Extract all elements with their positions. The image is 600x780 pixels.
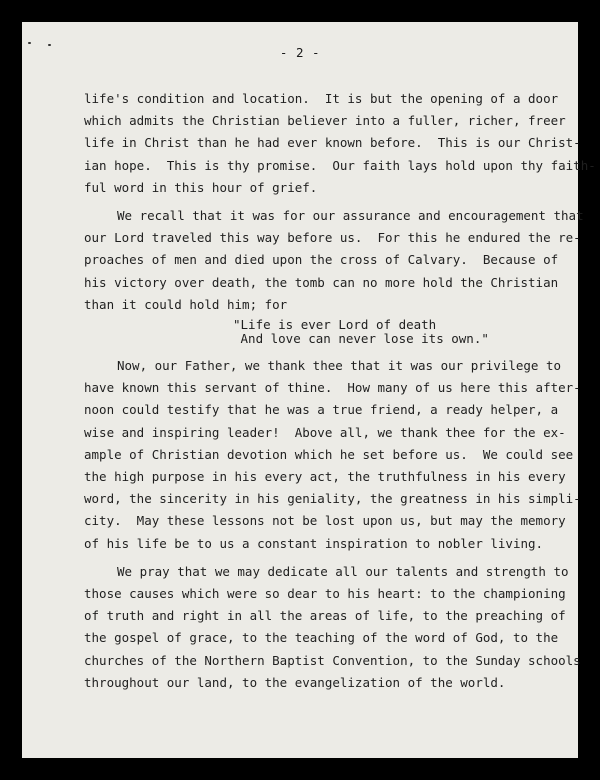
- text-line: ful word in this hour of grief.: [84, 179, 318, 195]
- text-line: of truth and right in all the areas of life, to the preaching of: [84, 608, 566, 624]
- text-line: the gospel of grace, to the teaching of the word of God, to the: [84, 630, 559, 646]
- text-line: his victory over death, the tomb can no more hold the Christian: [84, 274, 559, 290]
- text-line: city. May these lessons not be lost upon us, but may the memory: [84, 513, 566, 529]
- paragraph-2: [84, 205, 584, 316]
- text-line: wise and inspiring leader! Above all, we thank thee for the ex-: [84, 424, 566, 440]
- text-line: churches of the Northern Baptist Convention, to the Sunday schools: [84, 652, 581, 668]
- text-line: ian hope. This is thy promise. Our faith lays hold upon thy faith-: [84, 157, 596, 173]
- text-line: of his life be to us a constant inspiration to nobler living.: [84, 535, 544, 551]
- text-line: the high purpose in his every act, the truthfulness in his every: [84, 469, 566, 484]
- text-line: We recall that it was for our assurance and encouragement that: [117, 207, 584, 223]
- paragraph-1: [84, 88, 596, 199]
- text-line: our Lord traveled this way before us. For this he endured the re-: [84, 230, 581, 246]
- text-line: life's condition and location. It is but the opening of a door: [84, 91, 559, 106]
- speck: [28, 42, 31, 44]
- paragraph-4: [84, 561, 581, 694]
- text-line: than it could hold him; for: [84, 296, 288, 312]
- document-page: [22, 22, 596, 758]
- body-text: [84, 88, 596, 694]
- paragraph-3: [84, 355, 581, 555]
- quoted-verse: [84, 318, 544, 347]
- page-number: - 2 -: [279, 45, 321, 60]
- text-line: have known this servant of thine. How many of us here this after-: [84, 380, 581, 396]
- text-line: Now, our Father, we thank thee that it was our privilege to: [117, 358, 562, 374]
- verse-line: And love can never lose its own.": [233, 331, 489, 347]
- text-line: life in Christ than he had ever known before. This is our Christ-: [84, 135, 581, 151]
- text-line: proaches of men and died upon the cross of Calvary. Because of: [84, 252, 559, 268]
- text-line: ample of Christian devotion which he set before us. We could see: [84, 446, 574, 462]
- text-line: We pray that we may dedicate all our talents and strength to: [117, 563, 569, 579]
- text-line: throughout our land, to the evangelization of the world.: [84, 674, 506, 690]
- text-line: those causes which were so dear to his heart: to the championing: [84, 585, 566, 601]
- text-line: word, the sincerity in his geniality, the greatness in his simpli-: [84, 491, 581, 507]
- text-line: noon could testify that he was a true friend, a ready helper, a: [84, 402, 559, 418]
- text-line: which admits the Christian believer into a fuller, richer, freer: [84, 113, 566, 129]
- verse-line: "Life is ever Lord of death: [233, 316, 437, 332]
